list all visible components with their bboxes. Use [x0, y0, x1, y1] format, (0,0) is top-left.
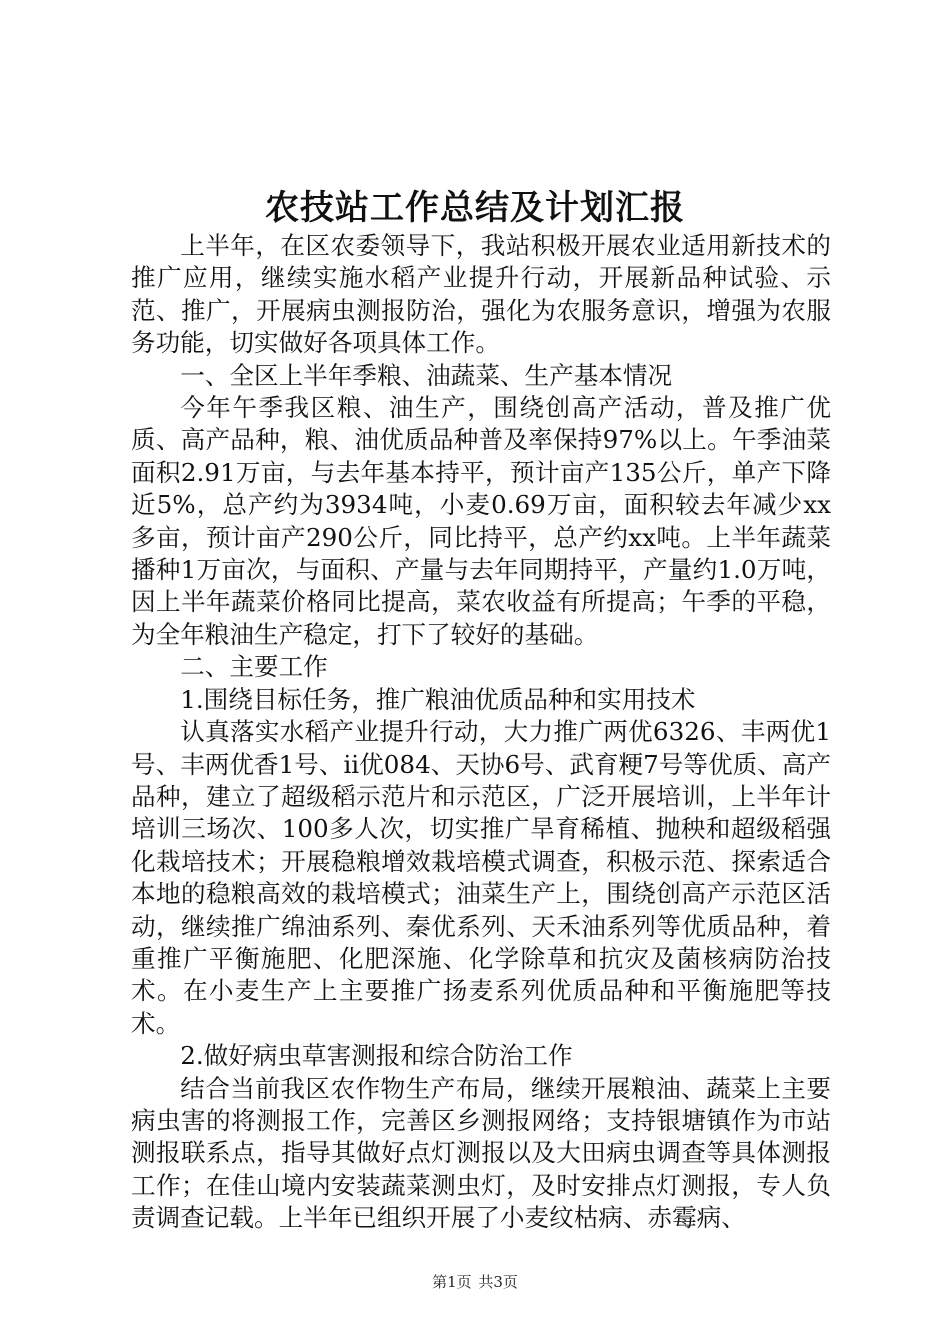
- page-total: 共3页: [478, 1273, 518, 1291]
- paragraph-varieties: 认真落实水稻产业提升行动，大力推广两优6326、丰两优1号、丰两优香1号、ii优084、天协6号、武育粳7号等优质、高产品种，建立了超级稻示范片和示范区，广泛开展培训，上半年计培训三场次、100多人次，切实推广旱育稀植、抛秧和超级稻强化栽培技术；开展稳粮增效栽培模式调查，积极示范、探索适合本地的稳粮高效的栽培模式；油菜生产上，围绕创高产示范区活动，继续推广绵油系列、秦优系列、天禾油系列等优质品种，着重推广平衡施肥、化肥深施、化学除草和抗灾及菌核病防治技术。在小麦生产上主要推广扬麦系列优质品种和平衡施肥等技术。: [131, 717, 831, 1038]
- page-number: 第1页: [432, 1273, 472, 1291]
- paragraph-production: 今年午季我区粮、油生产，围绕创高产活动，普及推广优质、高产品种，粮、油优质品种普及率保持97%以上。午季油菜面积2.91万亩，与去年基本持平，预计亩产135公斤，单产下降近5%，总产约为3934吨，小麦0.69万亩，面积较去年减少xx多亩，预计亩产290公斤，同比持平，总产约xx吨。上半年蔬菜播种1万亩次，与面积、产量与去年同期持平，产量约1.0万吨，因上半年蔬菜价格同比提高，菜农收益有所提高；午季的平稳，为全年粮油生产稳定，打下了较好的基础。: [131, 393, 831, 649]
- subheading-2: 2.做好病虫草害测报和综合防治工作: [180, 1041, 573, 1071]
- paragraph-intro: 上半年，在区农委领导下，我站积极开展农业适用新技术的推广应用，继续实施水稻产业提升行动，开展新品种试验、示范、推广，开展病虫测报防治，强化为农服务意识，增强为农服务功能，切实做好各项具体工作。: [131, 231, 831, 358]
- document-title: 农技站工作总结及计划汇报: [265, 188, 685, 228]
- paragraph-pest-control: 结合当前我区农作物生产布局，继续开展粮油、蔬菜上主要病虫害的将测报工作，完善区乡测报网络；支持银塘镇作为市站测报联系点，指导其做好点灯测报以及大田病虫调查等具体测报工作；在佳山境内安装蔬菜测虫灯，及时安排点灯测报，专人负责调查记载。上半年已组织开展了小麦纹枯病、赤霉病、: [131, 1073, 831, 1233]
- subheading-1: 1.围绕目标任务，推广粮油优质品种和实用技术: [180, 684, 696, 714]
- document-body: [131, 230, 831, 1235]
- page-footer: [0, 1272, 950, 1292]
- section-heading-1: 一、全区上半年季粮、油蔬菜、生产基本情况: [180, 360, 673, 390]
- section-heading-2: 二、主要工作: [180, 652, 328, 682]
